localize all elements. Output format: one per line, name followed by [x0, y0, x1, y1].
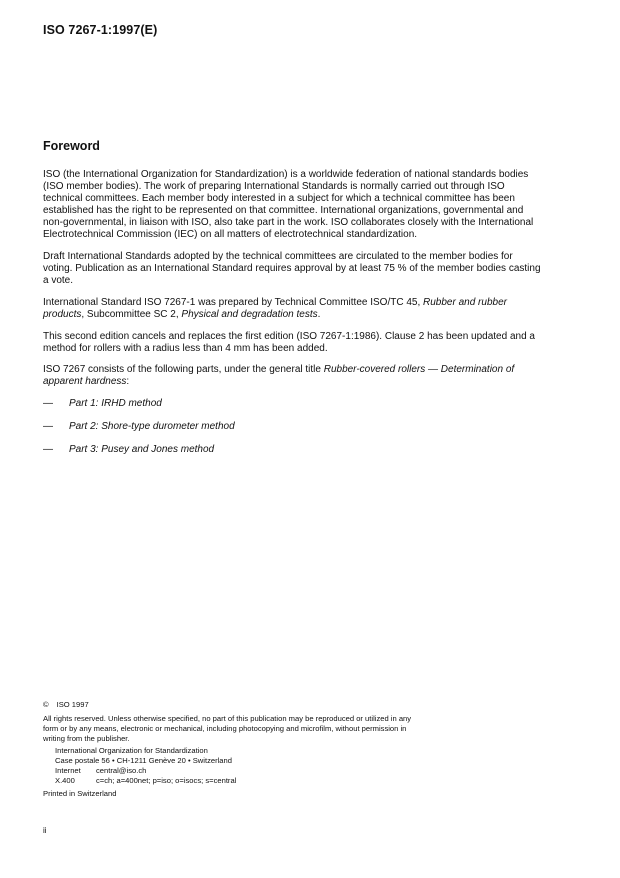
dash-bullet: — [43, 397, 53, 409]
part-title: Part 2: Shore-type durometer method [69, 421, 235, 432]
copyright-footer [43, 700, 423, 799]
x400-label: X.400 [55, 776, 75, 785]
committee-title: Rubber and rubber products [43, 296, 507, 320]
paragraph-prepared-by [43, 297, 543, 321]
subcommittee-title: Physical and degradation tests [181, 308, 318, 320]
x400-value: c=ch; a=400net; p=iso; o=isocs; s=central [96, 776, 237, 785]
postal-address: Case postale 56 • CH-1211 Genève 20 • Switzerland [55, 756, 232, 765]
period-text: . [317, 308, 321, 320]
part-title: Part 1: IRHD method [69, 397, 162, 409]
colon-text: : [126, 376, 130, 388]
list-item [43, 444, 543, 456]
document-id: ISO 7267-1:1997(E) [43, 23, 158, 37]
internet-value: central@iso.ch [96, 766, 147, 775]
internet-label: Internet [55, 766, 81, 775]
foreword-body [43, 169, 543, 467]
prepared-by-text: International Standard ISO 7267-1 was prepared by Technical Committee ISO/TC 45, [43, 296, 424, 308]
printed-in: Printed in Switzerland [43, 789, 117, 798]
paragraph-parts-intro [43, 364, 543, 388]
internet-row [55, 766, 423, 776]
page-title: Foreword [43, 139, 100, 153]
part-title: Part 3: Pusey and Jones method [69, 444, 215, 456]
publisher-address [43, 746, 423, 786]
parts-list [43, 398, 543, 456]
list-item [43, 398, 543, 410]
general-title: Rubber-covered rollers — Determination of apparent hardness [43, 364, 515, 388]
dash-bullet: — [43, 444, 53, 456]
list-item [43, 421, 543, 433]
copyright-text: ISO 1997 [56, 700, 89, 709]
paragraph-draft-standards: Draft International Standards adopted by the technical committees are circulated to the member bodies for voting. Publication as an International Standard requires approval by at least 75 % of the member bodies casting a vote. [43, 251, 541, 287]
x400-row [55, 776, 423, 786]
dash-bullet: — [43, 421, 53, 432]
paragraph-iso-intro: ISO (the International Organization for Standardization) is a worldwide federation of national standards bodies (ISO member bodies). The work of preparing International Standards is normally carried out through ISO technical committees. Each member body interested in a subject for which a technical committee has been established has the right to be represented on that committee. International organizations, governmental and non-governmental, in liaison with ISO, also take part in the work. ISO collaborates closely with the International Electrotechnical Commission (IEC) on all matters of electrotechnical standardization. [43, 169, 534, 241]
org-name: International Organization for Standardization [55, 746, 208, 755]
copyright-line [43, 700, 423, 710]
subcommittee-text: , Subcommittee SC 2, [81, 308, 182, 320]
parts-intro-text: ISO 7267 consists of the following parts, under the general title [43, 364, 324, 376]
page-number: ii [43, 826, 47, 835]
rights-notice: All rights reserved. Unless otherwise specified, no part of this publication may be reproduced or utilized in any form or by any means, electronic or mechanical, including photocopying and microfilm, without permission in writing from the publisher. [43, 714, 412, 743]
paragraph-second-edition: This second edition cancels and replaces the first edition (ISO 7267-1:1986). Clause 2 has been updated and a method for rollers with a radius less than 4 mm has been added. [43, 330, 535, 354]
copyright-icon: © [43, 700, 49, 709]
